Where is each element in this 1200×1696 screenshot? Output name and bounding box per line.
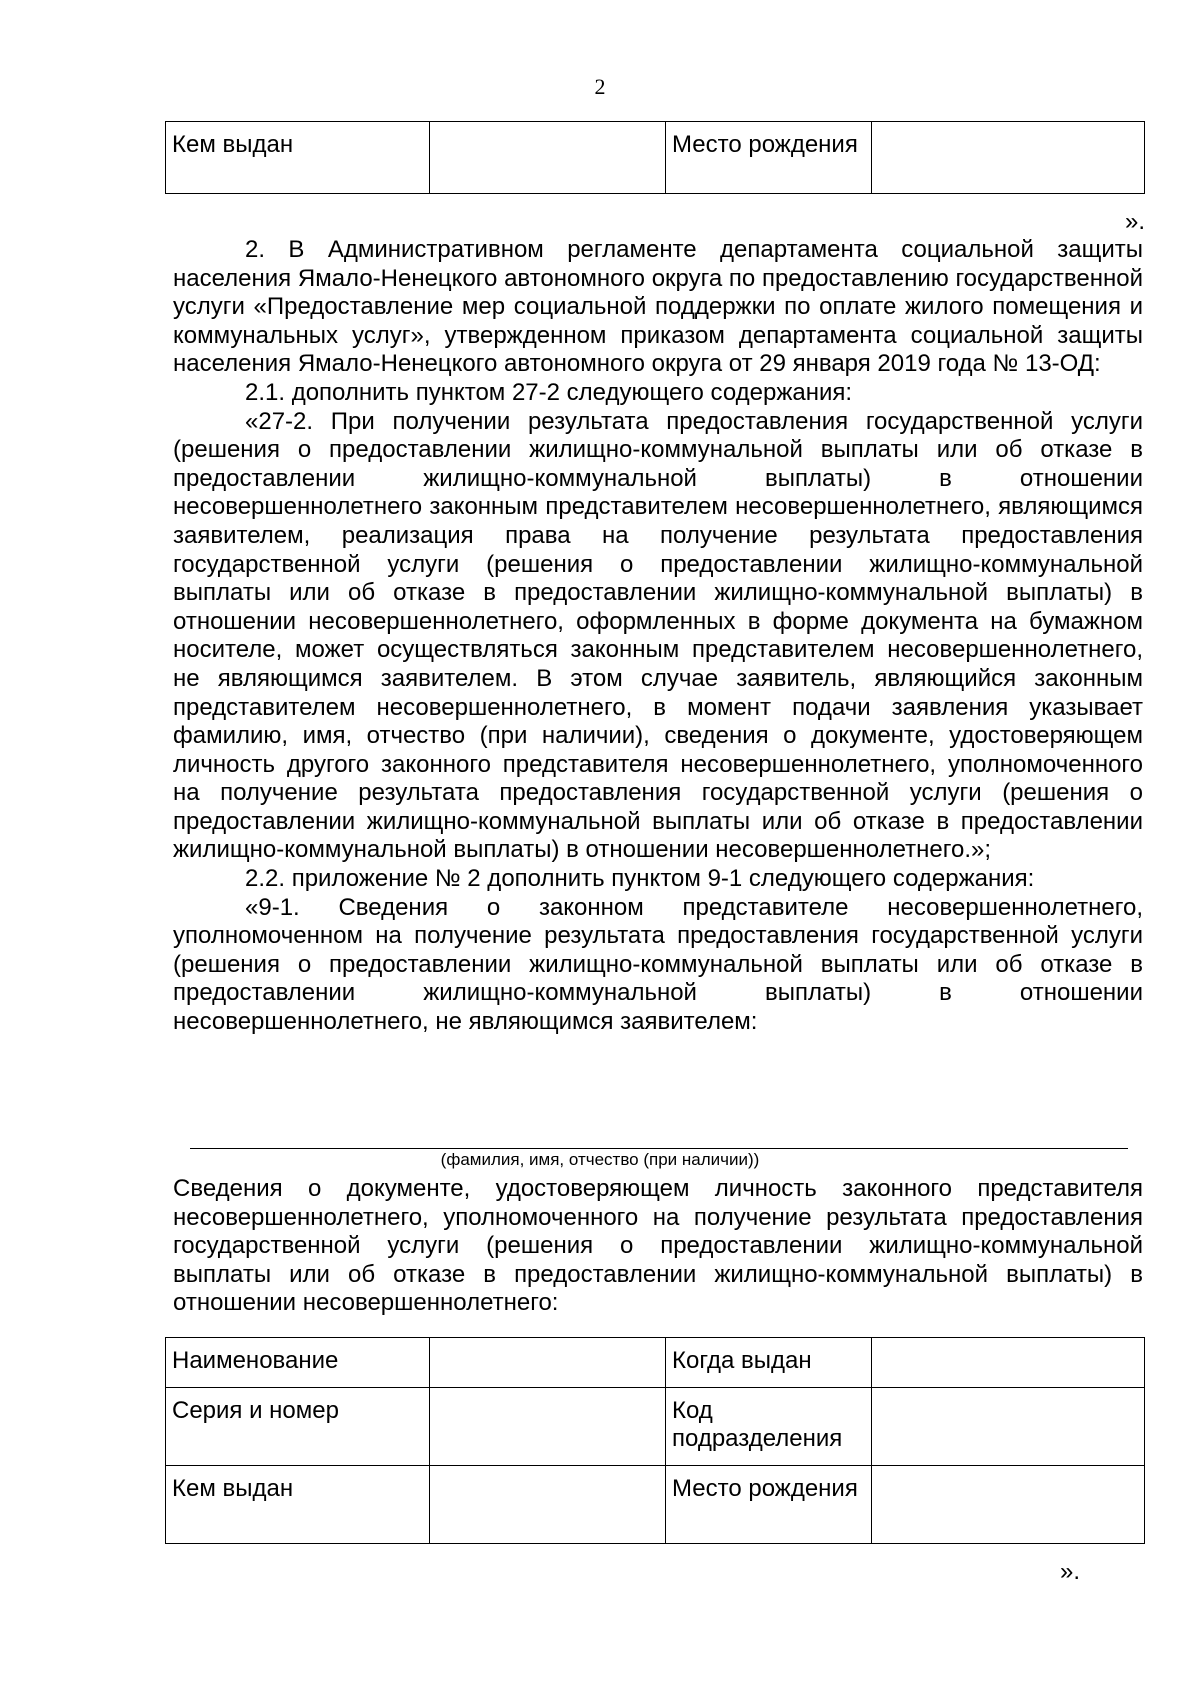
closing-quote: ».: [1125, 208, 1146, 235]
paragraph-2-1: 2.1. дополнить пунктом 27-2 следующего содержания:: [245, 378, 853, 406]
table-cell-value: [872, 122, 1145, 194]
table-cell-label: Когда выдан: [666, 1338, 872, 1388]
paragraph-2-2: 2.2. приложение № 2 дополнить пунктом 9-1 следующего содержания:: [245, 865, 1035, 893]
table-cell-label: Кем выдан: [166, 1466, 430, 1544]
table-cell-label: Место рождения: [666, 1466, 872, 1544]
document-table-top: [165, 121, 1145, 194]
table-cell-value: [430, 122, 666, 194]
table-row: [166, 1466, 1145, 1544]
paragraph-document-info: Сведения о документе, удостоверяющем личность законного представителя несовершеннолетнего, уполномоченного на получение результата предоставления государственной услуги (решения о предоставлении жилищно-коммунальной выплаты или об отказе в предоставлении жилищно-коммунальной выплаты) в отношении несовершеннолетнего:: [173, 1175, 1143, 1317]
table-cell-value: [430, 1338, 666, 1388]
table-cell-label: Серия и номер: [166, 1388, 430, 1466]
table-row: [166, 1388, 1145, 1466]
table-cell-label: Код подразделения: [666, 1388, 872, 1466]
table-cell-label: Место рождения: [666, 122, 872, 194]
paragraph-27-2: «27-2. При получении результата предоставления государственной услуги (решения о предоставлении жилищно-коммунальной выплаты или об отказе в предоставлении жилищно-коммунальной выплаты) в отношении несовершеннолетнего законным представителем несовершеннолетнего, являющимся заявителем, реализация права на получение результата предоставления государственной услуги (решения о предоставлении жилищно-коммунальной выплаты или об отказе в предоставлении жилищно-коммунальной выплаты) в отношении несовершеннолетнего, оформленных в форме документа на бумажном носителе, может осуществляться законным представителем несовершеннолетнего, не являющимся заявителем. В этом случае заявитель, являющийся законным представителем несовершеннолетнего, в момент подачи заявления указывает фамилию, имя, отчество (при наличии), сведения о документе, удостоверяющем личность другого законного представителя несовершеннолетнего, уполномоченного на получение результата предоставления государственной услуги (решения о предоставлении жилищно-коммунальной выплаты или об отказе в предоставлении жилищно-коммунальной выплаты) в отношении несовершеннолетнего.»;: [173, 407, 1143, 864]
table-cell-label: Наименование: [166, 1338, 430, 1388]
paragraph-2: 2. В Административном регламенте департамента социальной защиты населения Ямало-Ненецкого автономного округа по предоставлению государственной услуги «Предоставление мер социальной поддержки по оплате жилого помещения и коммунальных услуг», утвержденном приказом департамента социальной защиты населения Ямало-Ненецкого автономного округа от 29 января 2019 года № 13-ОД:: [173, 236, 1143, 378]
fio-line: [190, 1148, 1128, 1149]
table-row: [166, 122, 1145, 194]
closing-quote: ».: [1060, 1558, 1081, 1585]
paragraph-9-1: «9-1. Сведения о законном представителе несовершеннолетнего, уполномоченном на получение результата предоставления государственной услуги (решения о предоставлении жилищно-коммунальной выплаты или об отказе в предоставлении жилищно-коммунальной выплаты) в отношении несовершеннолетнего, не являющимся заявителем:: [173, 893, 1143, 1036]
table-cell-value: [872, 1338, 1145, 1388]
table-cell-value: [430, 1388, 666, 1466]
amendment-text: [173, 236, 1143, 1037]
table-row: [166, 1338, 1145, 1388]
document-table-bottom: [165, 1337, 1145, 1544]
page-number: 2: [594, 74, 606, 99]
table-cell-value: [430, 1466, 666, 1544]
table-cell-value: [872, 1466, 1145, 1544]
fio-caption: (фамилия, имя, отчество (при наличии)): [440, 1150, 760, 1169]
document-info-text: [173, 1175, 1143, 1318]
table-cell-label: Кем выдан: [166, 122, 430, 194]
table-cell-value: [872, 1388, 1145, 1466]
